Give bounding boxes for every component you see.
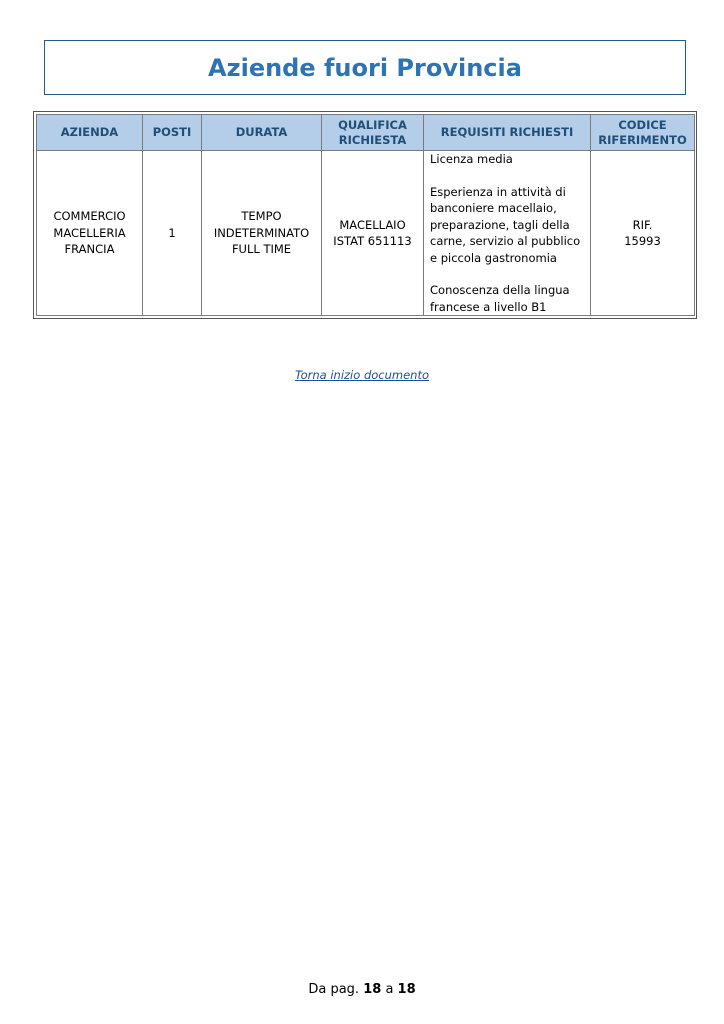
table-row	[37, 151, 695, 316]
header-qualifica	[322, 115, 424, 151]
header-durata: DURATA	[202, 115, 322, 151]
header-azienda: AZIENDA	[37, 115, 143, 151]
footer-page-number: 18	[363, 982, 382, 997]
qualifica-line: MACELLAIO	[339, 217, 406, 232]
header-posti: POSTI	[143, 115, 202, 151]
footer-total-pages: 18	[397, 982, 416, 997]
azienda-line: MACELLERIA	[53, 225, 126, 240]
page-footer	[0, 982, 724, 997]
requisito-item: Licenza media	[430, 152, 513, 166]
job-table-wrapper	[33, 111, 697, 319]
requisito-item: Esperienza in attività di banconiere macellaio, preparazione, tagli della carne, servizio al pubblico e piccola gastronomia	[430, 184, 581, 265]
cell-posti: 1	[143, 151, 202, 316]
codice-line: RIF.	[632, 217, 653, 232]
durata-line: TEMPO	[241, 209, 282, 224]
back-to-top-link[interactable]: Torna inizio documento	[294, 368, 430, 382]
header-codice-line-1: CODICE	[618, 117, 667, 132]
cell-qualifica	[322, 151, 424, 316]
link-row	[0, 366, 724, 384]
job-table	[36, 114, 695, 316]
codice-line: 15993	[624, 234, 661, 248]
header-codice-line-2: RIFERIMENTO	[598, 132, 687, 147]
cell-requisiti	[424, 151, 591, 316]
requisito-item: Conoscenza della lingua francese a livello B1	[430, 283, 570, 314]
azienda-line: FRANCIA	[64, 242, 115, 257]
footer-prefix: Da pag.	[308, 982, 360, 997]
durata-line: INDETERMINATO	[213, 225, 310, 240]
azienda-line: COMMERCIO	[53, 209, 126, 224]
title-box	[44, 40, 686, 95]
cell-codice	[591, 151, 695, 316]
header-qualifica-line-2: RICHIESTA	[338, 132, 407, 147]
header-requisiti: REQUISITI RICHIESTI	[424, 115, 591, 151]
qualifica-line: ISTAT 651113	[333, 234, 412, 248]
table-header-row	[37, 115, 695, 151]
cell-durata	[202, 151, 322, 316]
durata-line: FULL TIME	[231, 242, 292, 257]
page-title: Aziende fuori Provincia	[208, 53, 522, 82]
footer-separator: a	[385, 982, 394, 997]
cell-azienda	[37, 151, 143, 316]
header-qualifica-line-1: QUALIFICA	[338, 117, 407, 132]
header-codice	[591, 115, 695, 151]
